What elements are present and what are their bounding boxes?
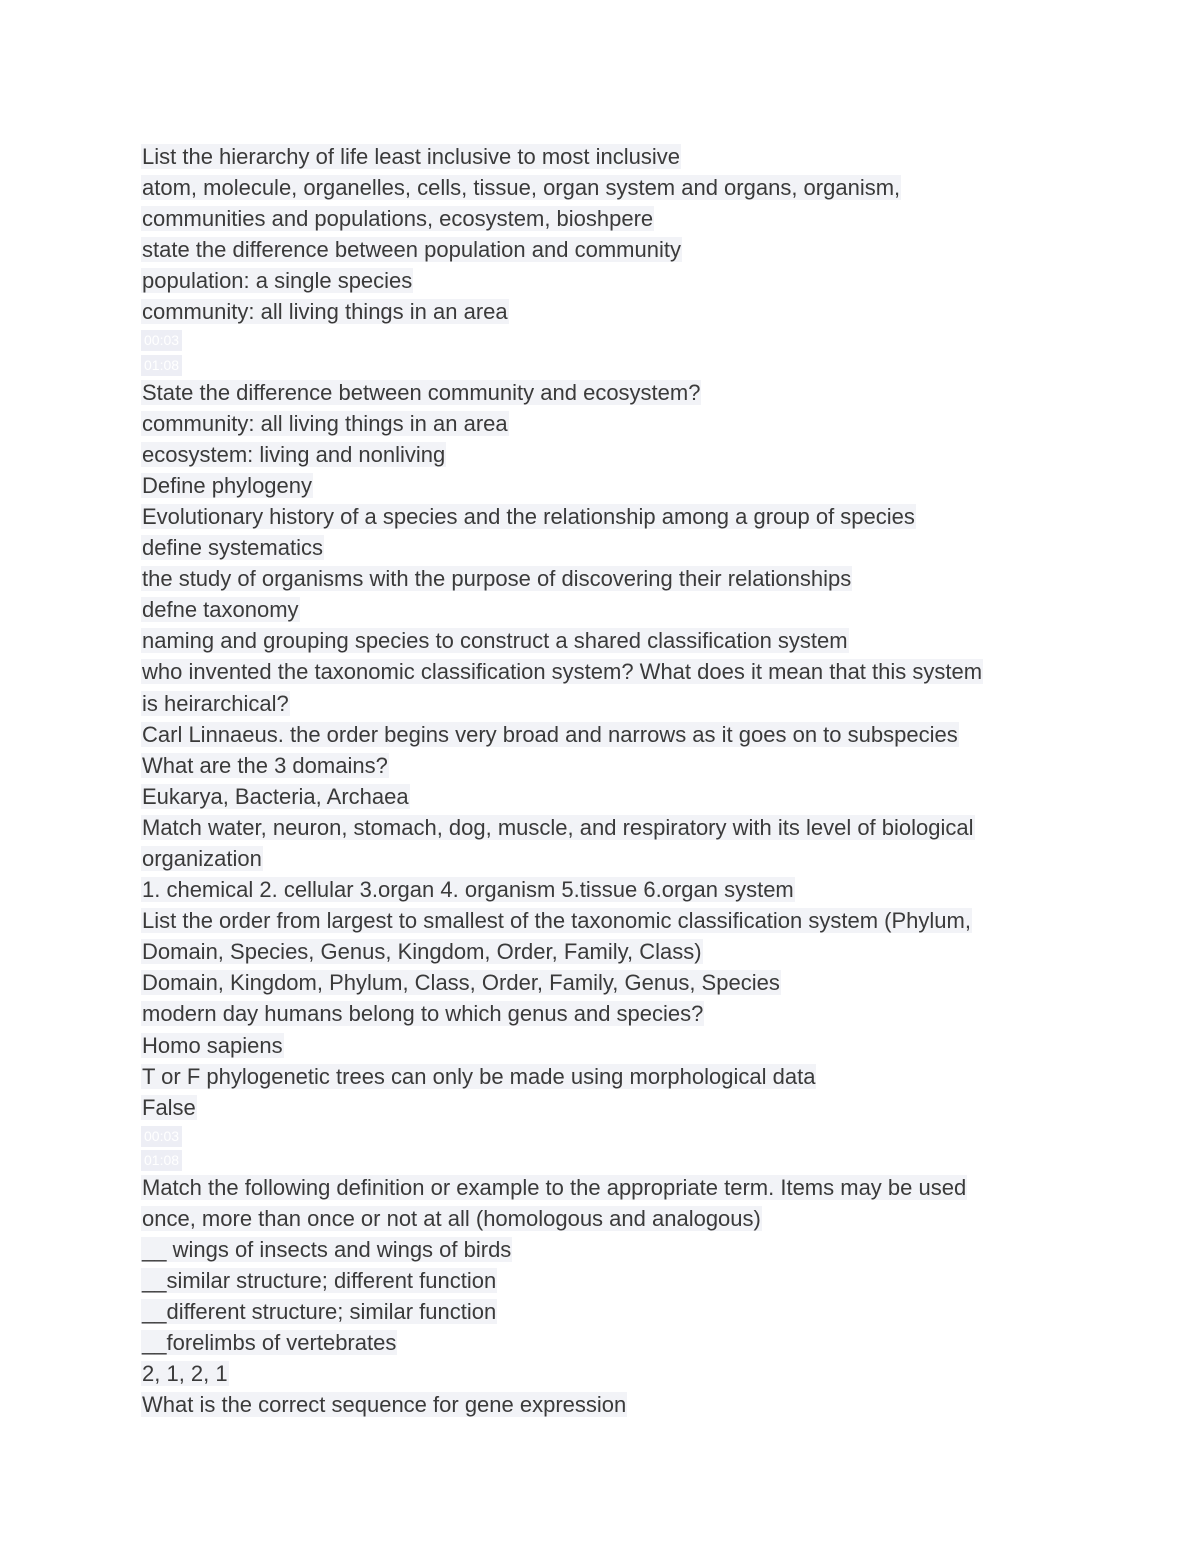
text-line: who invented the taxonomic classification system? What does it mean that this system [142, 659, 983, 685]
text-line: Define phylogeny [142, 472, 313, 498]
text-line: community: all living things in an area [142, 410, 508, 436]
text-line: defne taxonomy [142, 597, 299, 623]
text-line: 2, 1, 2, 1 [142, 1361, 228, 1387]
text-line: Eukarya, Bacteria, Archaea [142, 783, 409, 809]
text-line: List the order from largest to smallest of the taxonomic classification system (Phylum, [142, 908, 971, 934]
text-line: define systematics [142, 535, 323, 561]
text-line: Domain, Species, Genus, Kingdom, Order, Family, Class) [142, 939, 702, 965]
text-line: community: all living things in an area [142, 299, 508, 325]
text-line: 1. chemical 2. cellular 3.organ 4. organism 5.tissue 6.organ system [142, 877, 794, 903]
timestamp-line [141, 352, 1101, 377]
text-line: Match water, neuron, stomach, dog, muscle, and respiratory with its level of biological [142, 814, 974, 840]
text-line: Match the following definition or example to the appropriate term. Items may be used [142, 1174, 967, 1200]
timestamp: 01:08 [141, 355, 182, 376]
text-line: False [142, 1094, 196, 1120]
text-line: __different structure; similar function [142, 1299, 497, 1325]
text-line: is heirarchical? [142, 690, 289, 716]
text-line: the study of organisms with the purpose of discovering their relationships [142, 566, 852, 592]
text-line: What is the correct sequence for gene expression [142, 1392, 627, 1418]
timestamp-line [141, 1147, 1101, 1172]
text-line: __similar structure; different function [142, 1268, 497, 1294]
text-line: __ wings of insects and wings of birds [142, 1237, 512, 1262]
text-line: __forelimbs of vertebrates [142, 1330, 397, 1356]
text-line: ecosystem: living and nonliving [142, 441, 446, 467]
timestamp: 01:08 [141, 1150, 182, 1171]
text-line: state the difference between population and community [142, 237, 681, 263]
text-line: atom, molecule, organelles, cells, tissue, organ system and organs, organism, [142, 175, 901, 201]
text-line: State the difference between community and ecosystem? [142, 379, 701, 405]
text-line: Evolutionary history of a species and the relationship among a group of species [142, 503, 915, 529]
text-line: organization [142, 845, 262, 871]
text-line: communities and populations, ecosystem, bioshpere [142, 206, 654, 232]
timestamp-line [141, 328, 1101, 353]
text-line: naming and grouping species to construct a shared classification system [142, 628, 848, 654]
text-line: once, more than once or not at all (homologous and analogous) [142, 1205, 761, 1231]
text-line: modern day humans belong to which genus and species? [142, 1001, 704, 1027]
timestamp-line [141, 1123, 1101, 1148]
text-line: T or F phylogenetic trees can only be made using morphological data [142, 1063, 816, 1089]
text-line: Domain, Kingdom, Phylum, Class, Order, Family, Genus, Species [142, 970, 780, 996]
timestamp: 00:03 [141, 330, 182, 351]
text-line: Homo sapiens [142, 1032, 283, 1058]
text-line: What are the 3 domains? [142, 752, 388, 778]
text-line: population: a single species [142, 268, 413, 294]
text-line: List the hierarchy of life least inclusive to most inclusive [142, 144, 681, 169]
text-line: Carl Linnaeus. the order begins very broad and narrows as it goes on to subspecies [142, 721, 958, 747]
document-page [141, 141, 1101, 1421]
timestamp: 00:03 [141, 1126, 182, 1147]
